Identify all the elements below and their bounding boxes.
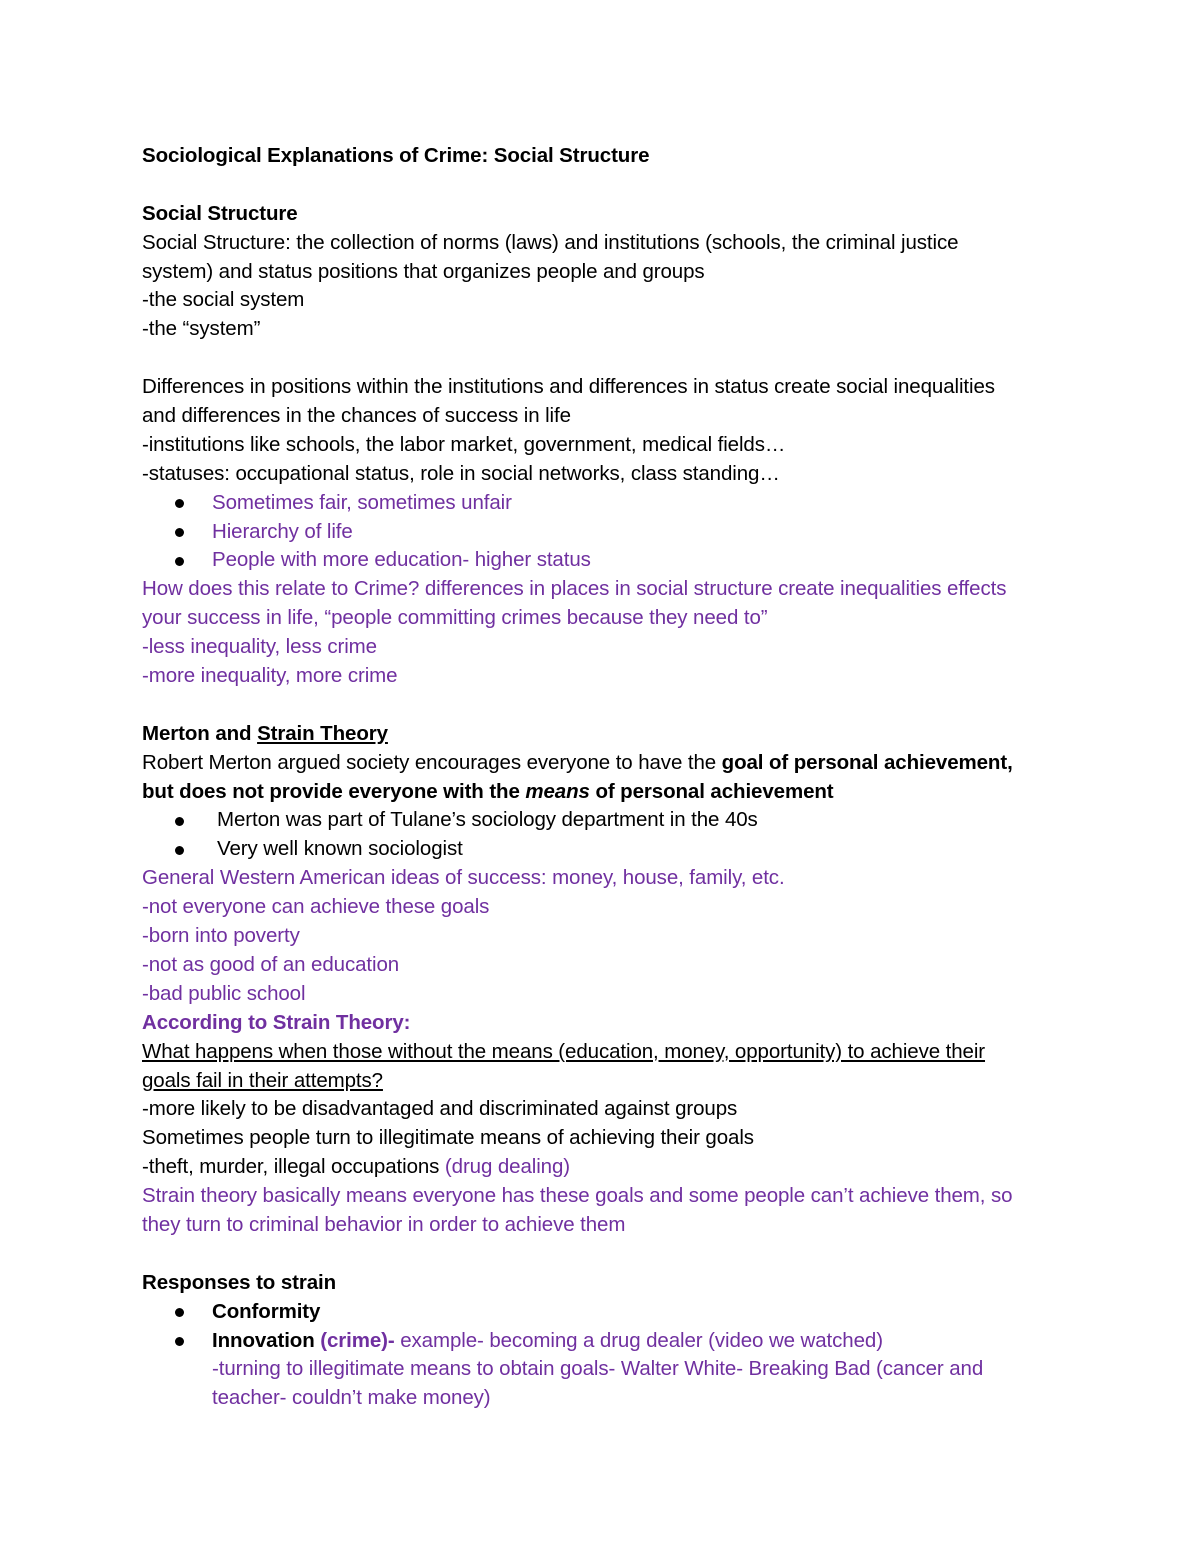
definition-line: system) and status positions that organizes people and groups <box>142 259 705 283</box>
question-line: goals fail in their attempts? <box>142 1068 383 1092</box>
bullet-item <box>142 806 1072 835</box>
subheading-according: According to Strain Theory: <box>142 1010 411 1034</box>
note-line: -institutions like schools, the labor market, government, medical fields… <box>142 432 786 456</box>
note-line: your success in life, “people committing crimes because they need to” <box>142 606 768 630</box>
definition-line: Social Structure: the collection of norms (laws) and institutions (schools, the criminal justice <box>142 230 959 254</box>
text-run: -theft, murder, illegal occupations <box>142 1155 445 1179</box>
bullet-text: People with more education- higher status <box>212 548 591 572</box>
text-run: but does not provide everyone with the <box>142 779 526 803</box>
section-heading-merton <box>142 720 1072 749</box>
bullet-item <box>142 835 1072 864</box>
section-heading-social-structure: Social Structure <box>142 201 298 225</box>
note-line: -not as good of an education <box>142 952 400 976</box>
bullet-text-purple: example- becoming a drug dealer (video we watched) <box>394 1328 883 1352</box>
text-run-purple: (drug dealing) <box>444 1155 571 1179</box>
note-line: -not everyone can achieve these goals <box>142 895 490 919</box>
bullet-icon <box>175 1308 184 1317</box>
heading-part-underlined: Strain Theory <box>257 721 388 745</box>
note-line: -more inequality, more crime <box>142 664 398 688</box>
spacer <box>142 344 1072 373</box>
note-line: -more likely to be disadvantaged and discriminated against groups <box>142 1097 738 1121</box>
note-line: -bad public school <box>142 981 306 1005</box>
bullet-text-bold-purple: (crime)- <box>320 1328 395 1352</box>
heading-part: Merton and <box>142 721 258 745</box>
question-line: What happens when those without the means (education, money, opportunity) to achieve their <box>142 1039 986 1063</box>
spacer <box>142 691 1072 720</box>
paragraph-line <box>142 778 1072 807</box>
bullet-item <box>142 546 1072 575</box>
bullet-icon <box>175 817 184 826</box>
bullet-text: Conformity <box>212 1299 321 1323</box>
note-line: -the “system” <box>142 317 261 341</box>
text-run-bold: goal of personal achievement, <box>721 750 1013 774</box>
text-run: Robert Merton argued society encourages everyone to have the <box>142 750 722 774</box>
note-line: -statuses: occupational status, role in social networks, class standing… <box>142 461 780 485</box>
spacer <box>142 171 1072 200</box>
bullet-icon <box>175 499 184 508</box>
note-line: -less inequality, less crime <box>142 635 377 659</box>
bullet-continuation: -turning to illegitimate means to obtain goals- Walter White- Breaking Bad (cancer and <box>212 1357 984 1381</box>
text-run: of personal achievement <box>589 779 834 803</box>
paragraph-line <box>142 749 1072 778</box>
note-line <box>142 1153 1072 1182</box>
note-line: How does this relate to Crime? differences in places in social structure create inequalities effects <box>142 577 1007 601</box>
note-line: Strain theory basically means everyone has these goals and some people can’t achieve them, so <box>142 1184 1013 1208</box>
document-body <box>142 142 1072 1413</box>
note-line: -the social system <box>142 288 305 312</box>
note-line: they turn to criminal behavior in order to achieve them <box>142 1212 626 1236</box>
paragraph-line: and differences in the chances of success in life <box>142 404 571 428</box>
bullet-text: Merton was part of Tulane’s sociology department in the 40s <box>217 808 758 832</box>
bullet-text: Sometimes fair, sometimes unfair <box>212 490 512 514</box>
bullet-icon <box>175 1337 184 1346</box>
bullet-icon <box>175 846 184 855</box>
note-line: General Western American ideas of success: money, house, family, etc. <box>142 866 785 890</box>
spacer <box>142 1240 1072 1269</box>
bullet-text: Very well known sociologist <box>217 837 463 861</box>
bullet-continuation: teacher- couldn’t make money) <box>212 1386 491 1410</box>
bullet-icon <box>175 528 184 537</box>
document-title: Sociological Explanations of Crime: Social Structure <box>142 144 650 167</box>
bullet-item <box>142 489 1072 518</box>
text-run-italic: means <box>525 779 590 803</box>
bullet-text-bold: Innovation <box>212 1328 321 1352</box>
bullet-item <box>142 1298 1072 1327</box>
note-line: Sometimes people turn to illegitimate means of achieving their goals <box>142 1126 754 1150</box>
bullet-icon <box>175 557 184 566</box>
note-line: -born into poverty <box>142 924 300 948</box>
section-heading-responses: Responses to strain <box>142 1270 337 1294</box>
bullet-text: Hierarchy of life <box>212 519 353 543</box>
bullet-item <box>142 518 1072 547</box>
bullet-item <box>142 1327 1072 1356</box>
paragraph-line: Differences in positions within the institutions and differences in status create social inequalities <box>142 375 995 399</box>
